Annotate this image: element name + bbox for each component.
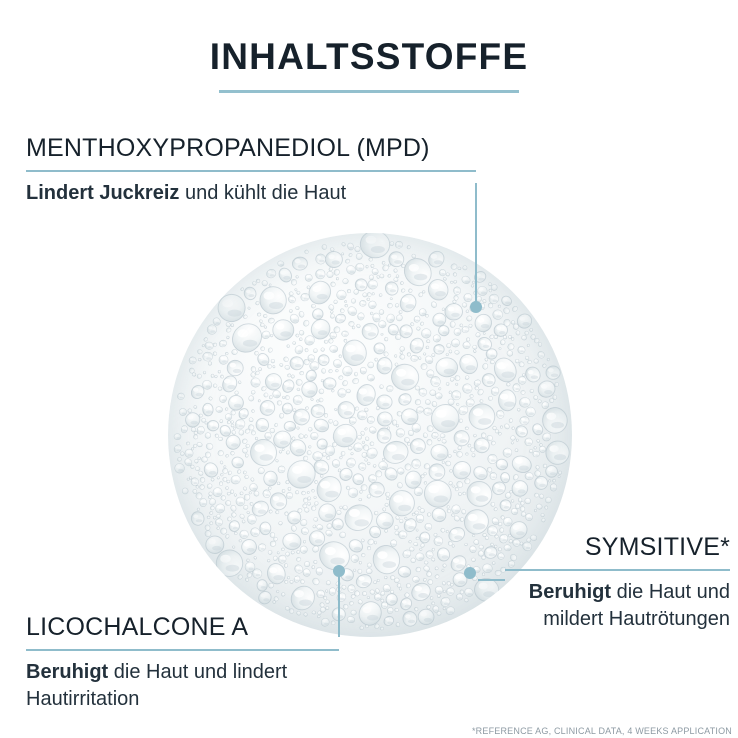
callout-symsitive-body-rest: die Haut und mildert Hautrötungen: [543, 580, 730, 630]
callout-licochalcone-body-bold: Beruhigt: [26, 660, 109, 683]
callout-mpd-body-bold: Lindert Juckreiz: [26, 181, 180, 204]
callout-licochalcone-body-rest: die Haut und lindert Hautirritation: [26, 660, 288, 710]
callout-symsitive-body-bold: Beruhigt: [528, 580, 612, 603]
callout-licochalcone-rule: [26, 649, 339, 651]
callout-symsitive-body: [498, 579, 730, 633]
title-underline: [219, 90, 519, 93]
footnote: *REFERENCE AG, CLINICAL DATA, 4 WEEKS APPLICATION: [471, 726, 732, 736]
callout-licochalcone: [26, 613, 346, 713]
callout-licochalcone-heading: LICOCHALCONE A: [26, 613, 249, 641]
page-title-block: [0, 38, 738, 93]
callout-mpd-rule: [26, 170, 476, 172]
callout-symsitive: [498, 533, 730, 633]
callout-symsitive-rule: [505, 569, 730, 571]
callout-symsitive-heading: SYMSITIVE*: [584, 533, 730, 561]
callout-mpd-body-rest: und kühlt die Haut: [179, 181, 347, 204]
callout-mpd-heading: MENTHOXYPROPANEDIOL (MPD): [26, 134, 430, 162]
callout-mpd-body: [26, 180, 476, 207]
callout-mpd: [26, 134, 476, 207]
callout-licochalcone-body: [26, 659, 346, 713]
page-title: INHALTSSTOFFE: [209, 36, 529, 77]
